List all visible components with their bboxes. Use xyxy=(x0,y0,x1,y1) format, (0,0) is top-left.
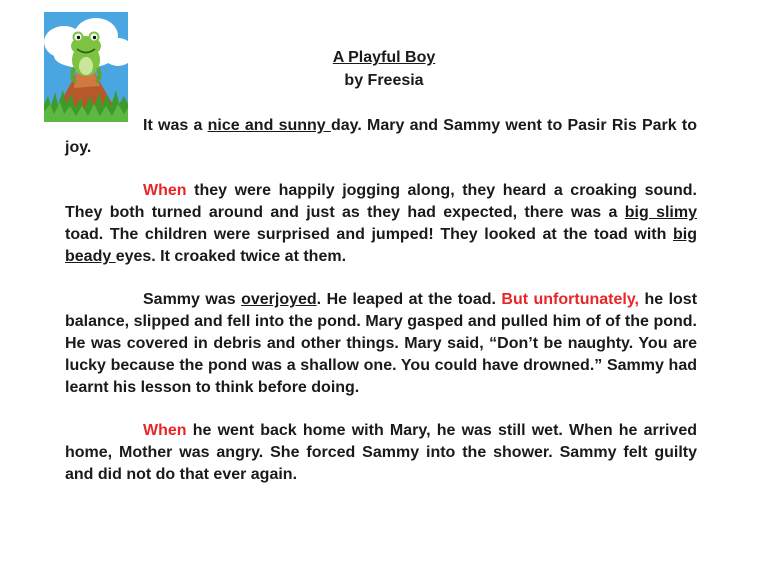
connector-word: When xyxy=(143,182,187,199)
paragraph-1 xyxy=(65,115,697,159)
paragraph-4 xyxy=(65,420,697,486)
underlined-phrase: big beady xyxy=(65,226,697,265)
text-span: eyes. It croaked twice at them. xyxy=(115,248,347,265)
text-span: he lost balance, slipped and fell into the pond. Mary gasped and pulled him of of the pond. He was covered in debris and other things. Mary said, “Don’t be naughty. You are lucky because the pond was a shallow one. You could have drowned.” Sammy had learnt his lesson to think before doing. xyxy=(65,291,698,396)
underlined-phrase: overjoyed xyxy=(241,291,317,308)
text-span: day. Mary and Sammy went to Pasir Ris Park to joy. xyxy=(65,117,698,156)
story-author: by Freesia xyxy=(344,72,424,89)
frog-pupil xyxy=(77,36,80,39)
underlined-phrase: nice and sunny xyxy=(207,117,331,134)
text-span: they were happily jogging along, they heard a croaking sound. They both turned around and just as they had expected, there was a xyxy=(65,182,697,221)
story-body xyxy=(65,115,697,507)
text-span: toad. The children were surprised and jumped! They looked at the toad with xyxy=(65,226,673,243)
text-span: . He leaped at the toad. xyxy=(316,291,502,308)
text-span: It was a xyxy=(143,117,208,134)
frog-pupil xyxy=(93,36,96,39)
text-span: Sammy was xyxy=(143,291,242,308)
connector-word: But unfortunately, xyxy=(501,291,639,308)
paragraph-3 xyxy=(65,289,697,399)
paragraph-2 xyxy=(65,180,697,268)
story-title: A Playful Boy xyxy=(332,49,436,66)
text-span: he went back home with Mary, he was still wet. When he arrived home, Mother was angry. She forced Sammy into the shower. Sammy felt guilty and did not do that ever again. xyxy=(65,422,697,483)
underlined-phrase: big slimy xyxy=(624,204,697,221)
frog-clipart xyxy=(44,12,128,122)
connector-word: When xyxy=(143,422,187,439)
